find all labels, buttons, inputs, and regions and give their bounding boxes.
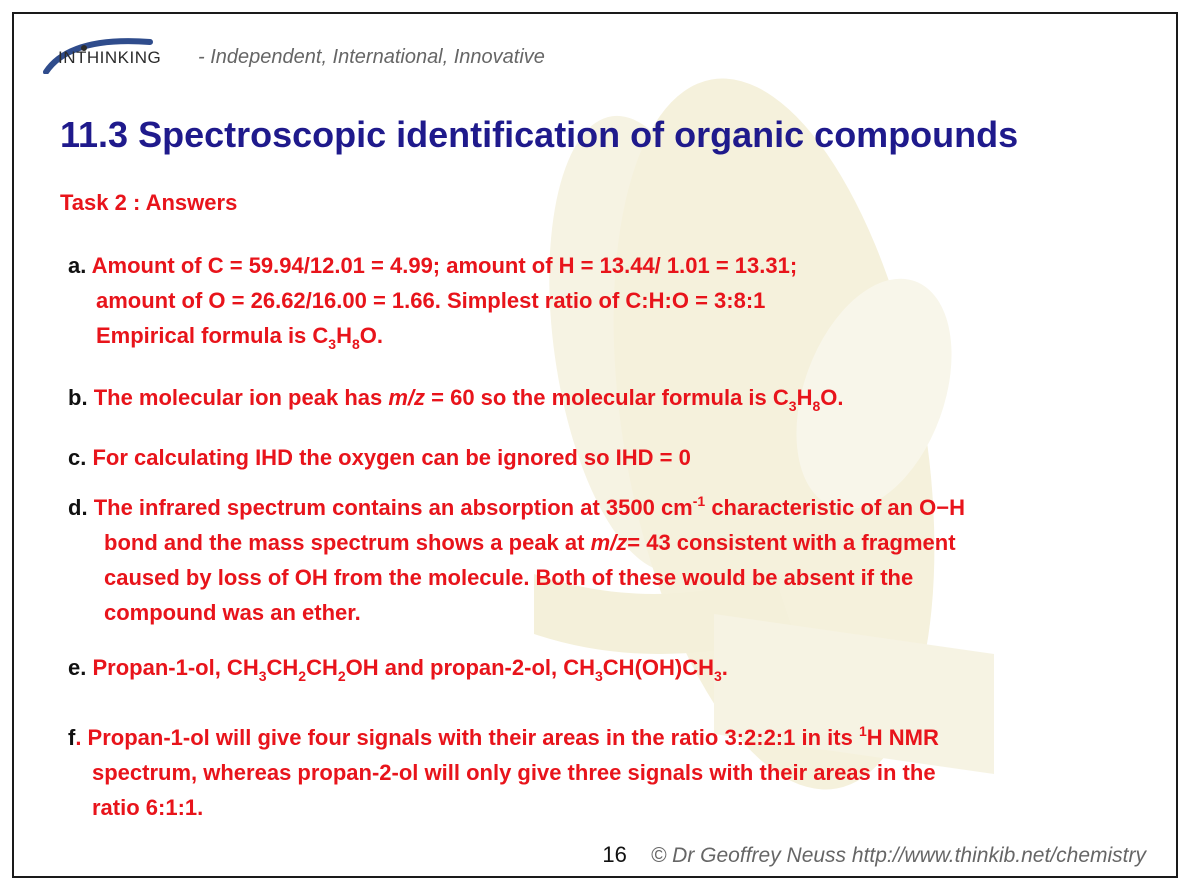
logo-mark bbox=[40, 34, 190, 74]
subscript: 8 bbox=[351, 336, 360, 352]
subscript: 3 bbox=[788, 398, 797, 414]
subscript: 3 bbox=[714, 668, 722, 684]
subtitle: Task 2 : Answers bbox=[60, 190, 238, 215]
text: Empirical formula is C bbox=[96, 323, 329, 348]
answer-label: c. bbox=[68, 445, 87, 470]
answer-a-line3 bbox=[68, 318, 797, 353]
tagline: - Independent, International, Innovative bbox=[198, 45, 545, 68]
answer-label: f bbox=[68, 725, 76, 750]
answer-text: Amount of C = 59.94/12.01 = 4.99; amount of H = 13.44/ 1.01 = 13.31; bbox=[91, 253, 798, 278]
text: = 60 so the molecular formula is C bbox=[425, 385, 789, 410]
mz-symbol: m/z bbox=[388, 385, 426, 410]
text: . Propan-1-ol will give four signals with their areas in the ratio 3:2:2:1 in its bbox=[75, 725, 859, 750]
subscript: 2 bbox=[337, 668, 346, 684]
text: CH(OH)CH bbox=[602, 655, 714, 680]
text: ratio 6:1:1. bbox=[92, 795, 204, 820]
subscript: 3 bbox=[595, 668, 603, 684]
text: Propan-1-ol, CH bbox=[92, 655, 259, 680]
footer bbox=[602, 842, 1146, 868]
answer-label: e. bbox=[68, 655, 87, 680]
subscript: 3 bbox=[258, 668, 267, 684]
text: H NMR bbox=[866, 725, 939, 750]
answer-label: b. bbox=[68, 385, 88, 410]
text: CH bbox=[306, 655, 338, 680]
subscript: 8 bbox=[812, 398, 821, 414]
text: CH bbox=[266, 655, 299, 680]
text: The infrared spectrum contains an absorption at 3500 cm bbox=[93, 495, 693, 520]
text: H bbox=[336, 323, 352, 348]
answer-label: d. bbox=[68, 495, 88, 520]
answer-a-line2: amount of O = 26.62/16.00 = 1.66. Simplest ratio of C:H:O = 3:8:1 bbox=[96, 288, 766, 313]
text: H bbox=[796, 385, 813, 410]
text: The molecular ion peak has bbox=[93, 385, 389, 410]
slide bbox=[12, 12, 1178, 878]
header-logo bbox=[40, 34, 545, 74]
text: OH and propan-2-ol, CH bbox=[345, 655, 595, 680]
text: compound was an ether. bbox=[104, 600, 361, 625]
text: bond and the mass spectrum shows a peak at bbox=[104, 530, 591, 555]
text: For calculating IHD the oxygen can be ignored so IHD = 0 bbox=[92, 445, 691, 470]
text: . bbox=[721, 655, 728, 680]
text: = 43 consistent with a fragment bbox=[627, 530, 956, 555]
answer-e bbox=[68, 650, 728, 685]
answer-a-line1 bbox=[68, 248, 797, 283]
answer-d bbox=[68, 490, 965, 630]
text: caused by loss of OH from the molecule. Both of these would be absent if the bbox=[104, 565, 914, 590]
subscript: 2 bbox=[298, 668, 307, 684]
answer-f bbox=[68, 720, 939, 825]
answer-b bbox=[68, 380, 843, 415]
text: spectrum, whereas propan-2-ol will only give three signals with their areas in the bbox=[92, 760, 936, 785]
page-number: 16 bbox=[602, 842, 627, 867]
answer-c bbox=[68, 440, 691, 475]
text: O. bbox=[359, 323, 384, 348]
logo-text: INTHINKING bbox=[58, 48, 162, 67]
subscript: 3 bbox=[328, 336, 337, 352]
superscript: 1 bbox=[858, 723, 867, 739]
page-title: 11.3 Spectroscopic identification of organic compounds bbox=[60, 114, 1019, 155]
answer-a bbox=[68, 248, 797, 353]
text: characteristic of an O−H bbox=[705, 495, 966, 520]
copyright: © Dr Geoffrey Neuss http://www.thinkib.net/chemistry bbox=[650, 844, 1146, 867]
mz-symbol: m/z bbox=[590, 530, 628, 555]
superscript: -1 bbox=[692, 493, 706, 509]
answer-label: a. bbox=[68, 253, 87, 278]
text: O. bbox=[820, 385, 844, 410]
